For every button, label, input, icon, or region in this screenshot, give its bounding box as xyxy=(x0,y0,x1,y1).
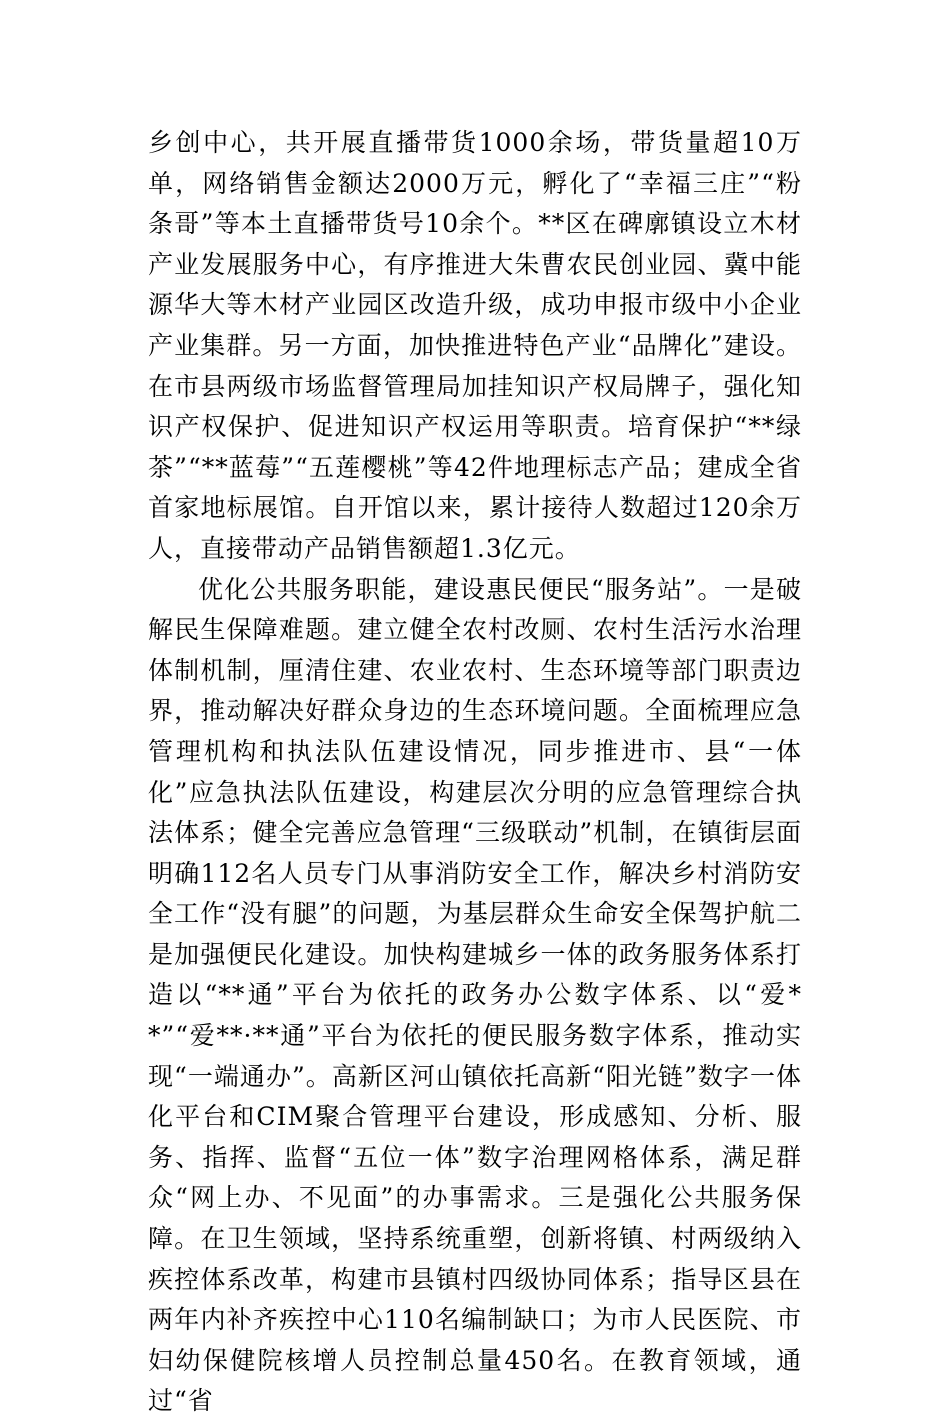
paragraph-continued: 乡创中心，共开展直播带货1000余场，带货量超10万单，网络销售金额达2000万元，孵化了“幸福三庄”“粉条哥”等本土直播带货号10余个。**区在碑廓镇设立木材产业发展服务中心，有序推进大朱曹农民创业园、冀中能源华大等木材产业园区改造升级，成功申报市级中小企业产业集群。另一方面，加快推进特色产业“品牌化”建设。在市县两级市场监督管理局加挂知识产权局牌子，强化知识产权保护、促进知识产权运用等职责。培育保护“**绿茶”“**蓝莓”“五莲樱桃”等42件地理标志产品；建成全省首家地标展馆。自开馆以来，累计接待人数超过120余万人，直接带动产品销售额超1.3亿元。 xyxy=(148,128,802,563)
paragraph-public-services: 优化公共服务职能，建设惠民便民“服务站”。一是破解民生保障难题。建立健全农村改厕、农村生活污水治理体制机制，厘清住建、农业农村、生态环境等部门职责边界，推动解决好群众身边的生态环境问题。全面梳理应急管理机构和执法队伍建设情况，同步推进市、县“一体化”应急执法队伍建设，构建层次分明的应急管理综合执法体系；健全完善应急管理“三级联动”机制，在镇街层面明确112名人员专门从事消防安全工作，解决乡村消防安全工作“没有腿”的问题，为基层群众生命安全保驾护航二是加强便民化建设。加快构建城乡一体的政务服务体系打造以“**通”平台为依托的政务办公数字体系、以“爱**”“爱**·**通”平台为依托的便民服务数字体系，推动实现“一端通办”。高新区河山镇依托高新“阳光链”数字一体化平台和CIM聚合管理平台建设，形成感知、分析、服务、指挥、监督“五位一体”数字治理网格体系，满足群众“网上办、不见面”的办事需求。三是强化公共服务保障。在卫生领域，坚持系统重塑，创新将镇、村两级纳入疾控体系改革，构建市县镇村四级协同体系；指导区县在两年内补齐疾控中心110名编制缺口；为市人民医院、市妇幼保健院核增人员控制总量450名。在教育领域，通过“省 xyxy=(148,574,802,1416)
document-body xyxy=(148,123,802,1422)
